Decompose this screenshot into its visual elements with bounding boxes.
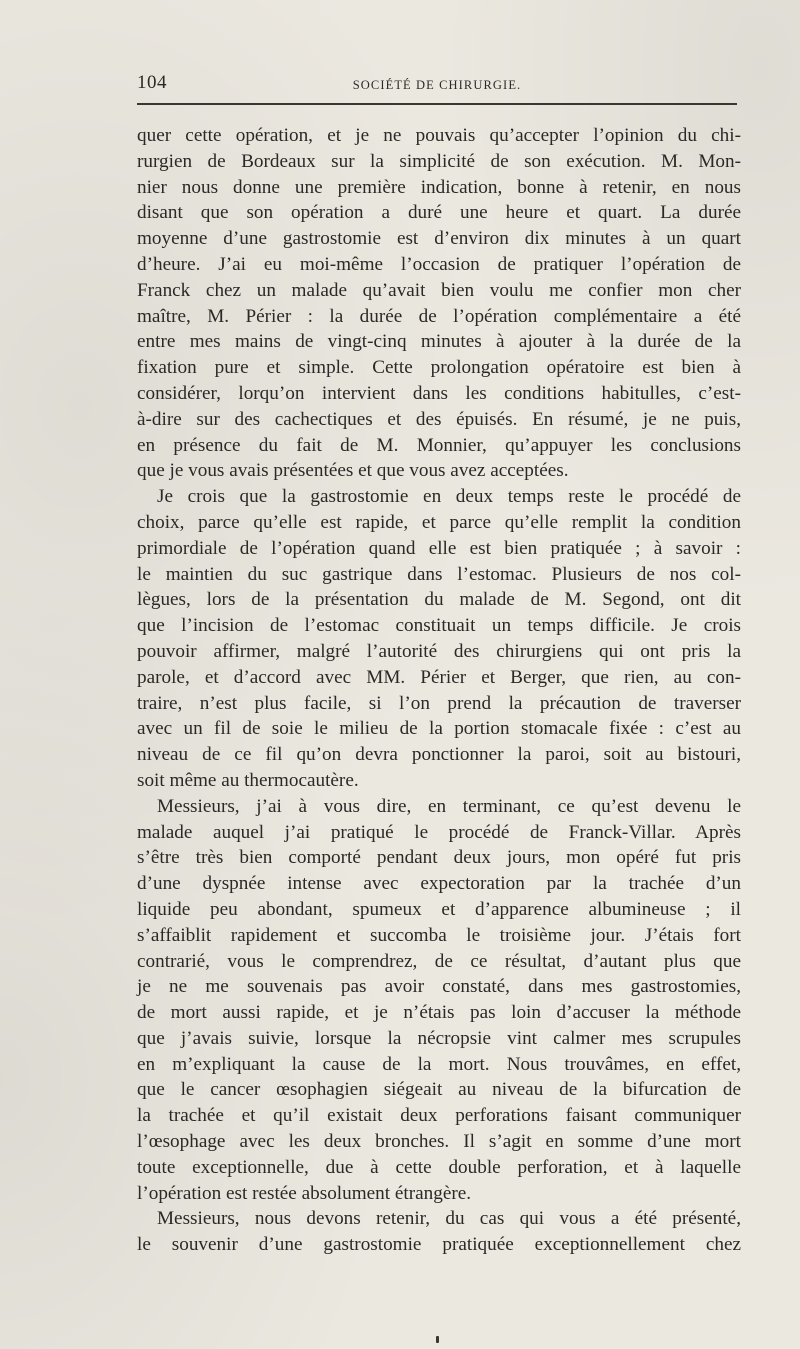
text-line: Franck chez un malade qu’avait bien voulu me confier mon cher	[137, 279, 741, 301]
text-line: l’opération est restée absolument étrangère.	[137, 1182, 472, 1204]
text-line: entre mes mains de vingt-cinq minutes à ajouter à la durée de la	[137, 331, 741, 353]
text-line: primordiale de l’opération quand elle est bien pratiquée ; à savoir :	[137, 537, 741, 559]
paragraph	[137, 1206, 741, 1258]
running-head-title: SOCIÉTÉ DE CHIRURGIE.	[352, 78, 522, 92]
text-line: disant que son opération a duré une heure et quart. La durée	[137, 202, 741, 224]
paragraph	[137, 123, 741, 484]
text-line: que le cancer œsophagien siégeait au niveau de la bifurcation de	[137, 1079, 741, 1101]
text-line: traire, n’est plus facile, si l’on prend la précaution de traverser	[137, 692, 741, 714]
text-line: d’une dyspnée intense avec expectoration par la trachée d’un	[137, 873, 741, 895]
text-line: le souvenir d’une gastrostomie pratiquée exceptionnellement chez	[137, 1234, 741, 1256]
page-number: 104	[137, 72, 167, 93]
text-line: rurgien de Bordeaux sur la simplicité de son exécution. M. Mon-	[137, 150, 741, 172]
text-line: le maintien du suc gastrique dans l’estomac. Plusieurs de nos col-	[137, 563, 741, 585]
text-line: parole, et d’accord avec MM. Périer et Berger, que rien, au con-	[137, 666, 741, 688]
text-line: s’être très bien comporté pendant deux jours, mon opéré fut pris	[137, 847, 741, 869]
paragraph	[137, 484, 741, 794]
text-line: liquide peu abondant, spumeux et d’apparence albumineuse ; il	[137, 898, 741, 920]
text-line: que j’avais suivie, lorsque la nécropsie vint calmer mes scrupules	[137, 1027, 741, 1049]
text-line: pouvoir affirmer, malgré l’autorité des chirurgiens qui ont pris la	[137, 640, 741, 662]
text-line: Messieurs, j’ai à vous dire, en terminant, ce qu’est devenu le	[157, 795, 741, 817]
text-line: maître, M. Périer : la durée de l’opération complémentaire a été	[137, 305, 741, 327]
text-line: de mort aussi rapide, et je n’étais pas loin d’accuser la méthode	[137, 1002, 741, 1024]
text-line: la trachée et qu’il existait deux perforations faisant communiquer	[137, 1105, 741, 1127]
paragraph	[137, 794, 741, 1207]
text-line: Je crois que la gastrostomie en deux temps reste le procédé de	[157, 486, 741, 508]
text-line: que je vous avais présentées et que vous avez acceptées.	[137, 460, 569, 482]
header-rule	[137, 103, 737, 105]
text-line: avec un fil de soie le milieu de la portion stomacale fixée : c’est au	[137, 718, 741, 740]
text-line: en présence du fait de M. Monnier, qu’appuyer les conclusions	[137, 434, 741, 456]
text-line: à-dire sur des cachectiques et des épuisés. En résumé, je ne puis,	[137, 408, 741, 430]
text-line: Messieurs, nous devons retenir, du cas qui vous a été présenté,	[157, 1208, 741, 1230]
text-line: choix, parce qu’elle est rapide, et parce qu’elle remplit la condition	[137, 511, 741, 533]
text-line: contrarié, vous le comprendrez, de ce résultat, d’autant plus que	[137, 950, 741, 972]
text-line: quer cette opération, et je ne pouvais qu’accepter l’opinion du chi-	[137, 125, 741, 146]
text-line: fixation pure et simple. Cette prolongation opératoire est bien à	[137, 357, 741, 379]
running-head	[137, 72, 737, 98]
text-line: moyenne d’une gastrostomie est d’environ dix minutes à un quart	[137, 228, 741, 250]
text-line: malade auquel j’ai pratiqué le procédé de Franck-Villar. Après	[137, 821, 741, 843]
text-line: niveau de ce fil qu’on devra ponctionner la paroi, soit au bistouri,	[137, 744, 741, 766]
text-line: lègues, lors de la présentation du malade de M. Segond, ont dit	[137, 589, 741, 611]
body-text	[137, 123, 741, 1258]
text-line: en m’expliquant la cause de la mort. Nous trouvâmes, en effet,	[137, 1053, 741, 1075]
text-line: je ne me souvenais pas avoir constaté, dans mes gastrostomies,	[137, 976, 741, 998]
text-line: nier nous donne une première indication, bonne à retenir, en nous	[137, 176, 741, 198]
ink-mark	[436, 1336, 439, 1343]
text-line: d’heure. J’ai eu moi-même l’occasion de pratiquer l’opération de	[137, 253, 741, 275]
text-line: s’affaiblit rapidement et succomba le troisième jour. J’étais fort	[137, 924, 741, 946]
text-line: l’œsophage avec les deux bronches. Il s’agit en somme d’une mort	[137, 1131, 741, 1153]
text-line: soit même au thermocautère.	[137, 769, 359, 791]
text-line: considérer, lorqu’on intervient dans les conditions habitulles, c’est-	[137, 382, 741, 404]
text-line: que l’incision de l’estomac constituait un temps difficile. Je crois	[137, 615, 741, 637]
text-line: toute exceptionnelle, due à cette double perforation, et à laquelle	[137, 1156, 741, 1178]
